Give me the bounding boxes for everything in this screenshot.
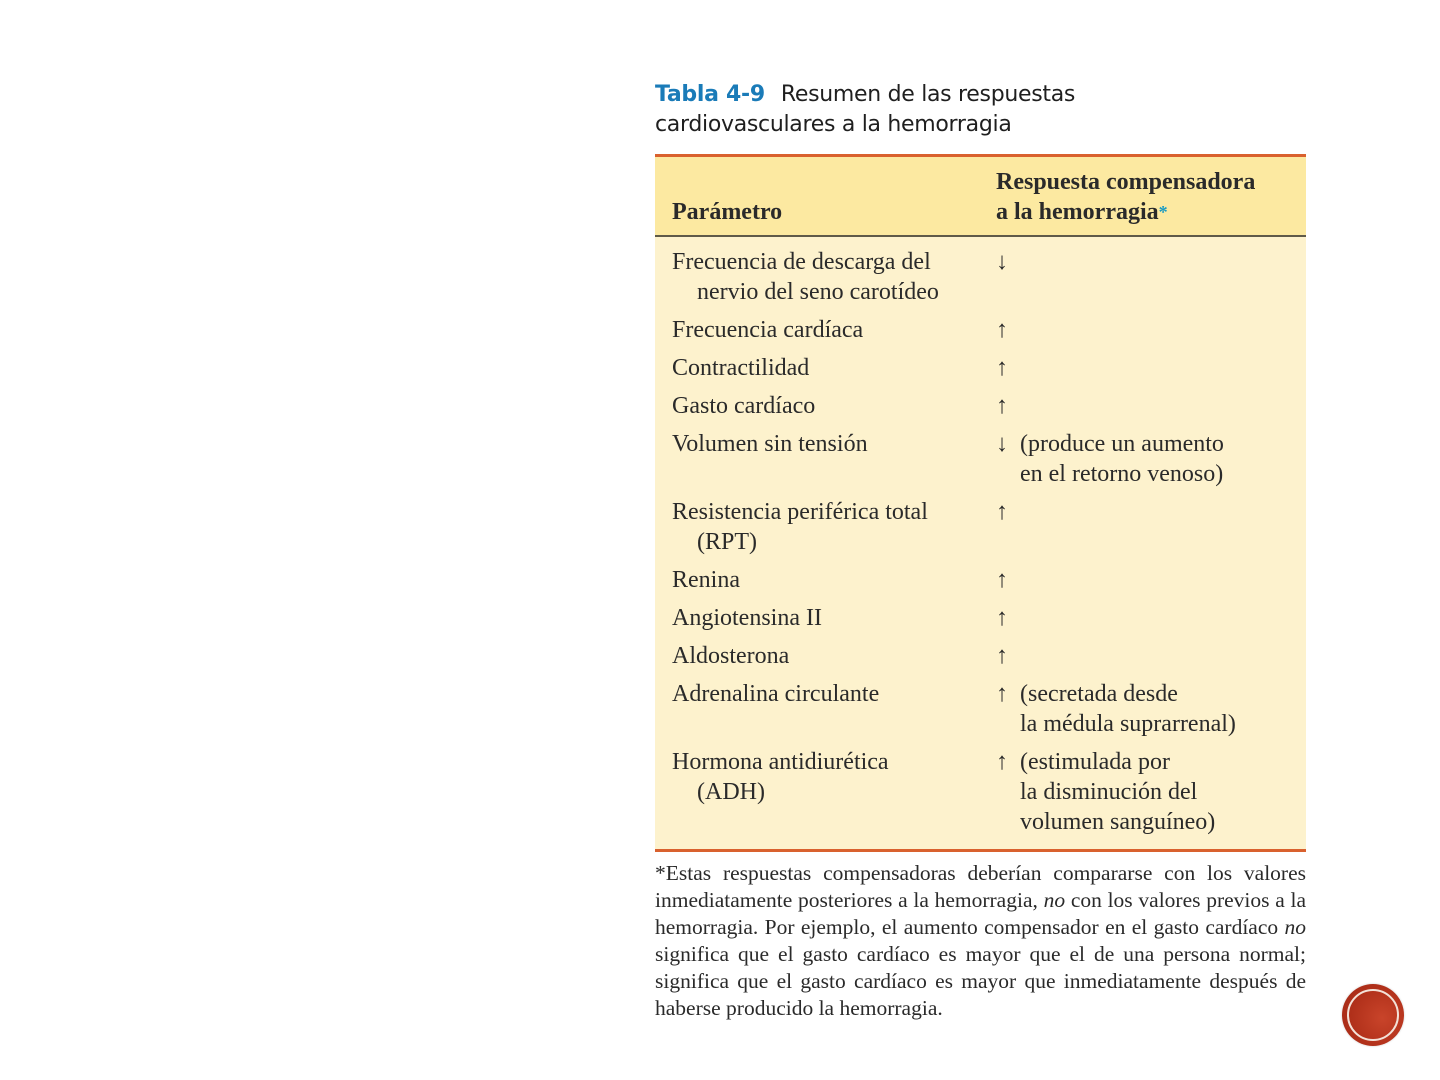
parameter-name: Gasto cardíaco bbox=[672, 393, 816, 419]
parameter-cell bbox=[655, 429, 986, 497]
table-row bbox=[655, 641, 1306, 679]
parameter-name: Adrenalina circulante bbox=[672, 681, 880, 707]
parameter-name: Renina bbox=[672, 567, 740, 593]
table-caption bbox=[655, 80, 1306, 140]
table-row bbox=[655, 603, 1306, 641]
parameter-cell bbox=[655, 391, 986, 429]
footnote-emphasis-1: no bbox=[1043, 888, 1066, 912]
response-note: en el retorno venoso) bbox=[1020, 461, 1224, 487]
parameter-name-continued: (RPT) bbox=[697, 529, 757, 555]
table-row bbox=[655, 565, 1306, 603]
parameter-name: Volumen sin tensión bbox=[672, 431, 868, 457]
parameter-name: Aldosterona bbox=[672, 643, 790, 669]
table-block bbox=[655, 80, 1306, 1022]
table-row bbox=[655, 236, 1306, 315]
arrow-up-icon: ↑ bbox=[996, 567, 1008, 593]
response-cell bbox=[986, 429, 1306, 497]
caption-title-line1: Resumen de las respuestas bbox=[780, 82, 1076, 107]
response-cell bbox=[986, 391, 1306, 429]
parameter-cell bbox=[655, 497, 986, 565]
arrow-down-icon: ↓ bbox=[996, 431, 1008, 457]
table-row bbox=[655, 679, 1306, 747]
response-note: (estimulada por bbox=[1020, 749, 1170, 775]
response-note: volumen sanguíneo) bbox=[1020, 809, 1216, 835]
table-label: Tabla 4-9 bbox=[655, 82, 765, 107]
parameter-name: Resistencia periférica total bbox=[672, 499, 928, 525]
response-note: (produce un aumento bbox=[1020, 431, 1224, 457]
asterisk-marker: * bbox=[1158, 202, 1168, 222]
table-header-row bbox=[655, 156, 1306, 237]
caption-title-line2: cardiovasculares a la hemorragia bbox=[655, 112, 1012, 137]
header-response-line1: Respuesta compensadora bbox=[996, 169, 1256, 195]
slide-badge-circle-icon bbox=[1342, 984, 1404, 1046]
response-cell bbox=[986, 679, 1306, 747]
response-note: la médula suprarrenal) bbox=[1020, 711, 1236, 737]
response-note: (secretada desde bbox=[1020, 681, 1178, 707]
arrow-up-icon: ↑ bbox=[996, 749, 1008, 775]
table-row bbox=[655, 747, 1306, 851]
table-row bbox=[655, 497, 1306, 565]
parameter-cell bbox=[655, 679, 986, 747]
response-cell bbox=[986, 353, 1306, 391]
parameter-cell bbox=[655, 236, 986, 315]
parameter-cell bbox=[655, 315, 986, 353]
response-cell bbox=[986, 497, 1306, 565]
response-cell bbox=[986, 565, 1306, 603]
parameter-name: Angiotensina II bbox=[672, 605, 822, 631]
parameter-name: Frecuencia cardíaca bbox=[672, 317, 864, 343]
response-cell bbox=[986, 315, 1306, 353]
response-cell bbox=[986, 236, 1306, 315]
arrow-up-icon: ↑ bbox=[996, 317, 1008, 343]
footnote-text-1: *Estas respuestas compensadoras deberían compararse con los valores inmediatamente posteriores a la hemorragia, bbox=[655, 861, 1306, 912]
parameter-cell bbox=[655, 641, 986, 679]
parameter-name: Hormona antidiurética bbox=[672, 749, 889, 775]
footnote-text-3: significa que el gasto cardíaco es mayor que el de una persona normal; significa que el gasto cardíaco es mayor que inmediatamente después de haberse producido la hemorragia. bbox=[655, 942, 1306, 1020]
arrow-down-icon: ↓ bbox=[996, 249, 1008, 275]
parameter-name-continued: nervio del seno carotídeo bbox=[697, 279, 939, 305]
header-response-line2: a la hemorragia bbox=[996, 199, 1159, 225]
arrow-up-icon: ↑ bbox=[996, 643, 1008, 669]
responses-table bbox=[655, 154, 1306, 852]
response-cell bbox=[986, 747, 1306, 851]
parameter-name: Contractilidad bbox=[672, 355, 810, 381]
header-parameter-label: Parámetro bbox=[672, 199, 783, 225]
parameter-cell bbox=[655, 603, 986, 641]
header-parameter bbox=[655, 156, 986, 237]
table-row bbox=[655, 315, 1306, 353]
response-cell bbox=[986, 603, 1306, 641]
parameter-cell bbox=[655, 565, 986, 603]
table-row bbox=[655, 429, 1306, 497]
parameter-cell bbox=[655, 747, 986, 851]
table-footnote bbox=[655, 860, 1306, 1022]
parameter-name-continued: (ADH) bbox=[697, 779, 765, 805]
badge-ring bbox=[1347, 989, 1399, 1041]
arrow-up-icon: ↑ bbox=[996, 681, 1008, 707]
parameter-cell bbox=[655, 353, 986, 391]
table-row bbox=[655, 391, 1306, 429]
footnote-emphasis-2: no bbox=[1284, 915, 1306, 939]
table-row bbox=[655, 353, 1306, 391]
response-note: la disminución del bbox=[1020, 779, 1198, 805]
response-cell bbox=[986, 641, 1306, 679]
arrow-up-icon: ↑ bbox=[996, 499, 1008, 525]
arrow-up-icon: ↑ bbox=[996, 605, 1008, 631]
arrow-up-icon: ↑ bbox=[996, 393, 1008, 419]
header-response bbox=[986, 156, 1306, 237]
arrow-up-icon: ↑ bbox=[996, 355, 1008, 381]
parameter-name: Frecuencia de descarga del bbox=[672, 249, 931, 275]
table-body bbox=[655, 236, 1306, 851]
footnote-text-2: con los valores previos a la hemorragia. Por ejemplo, el aumento compensador en el gasto cardíaco bbox=[655, 888, 1307, 939]
